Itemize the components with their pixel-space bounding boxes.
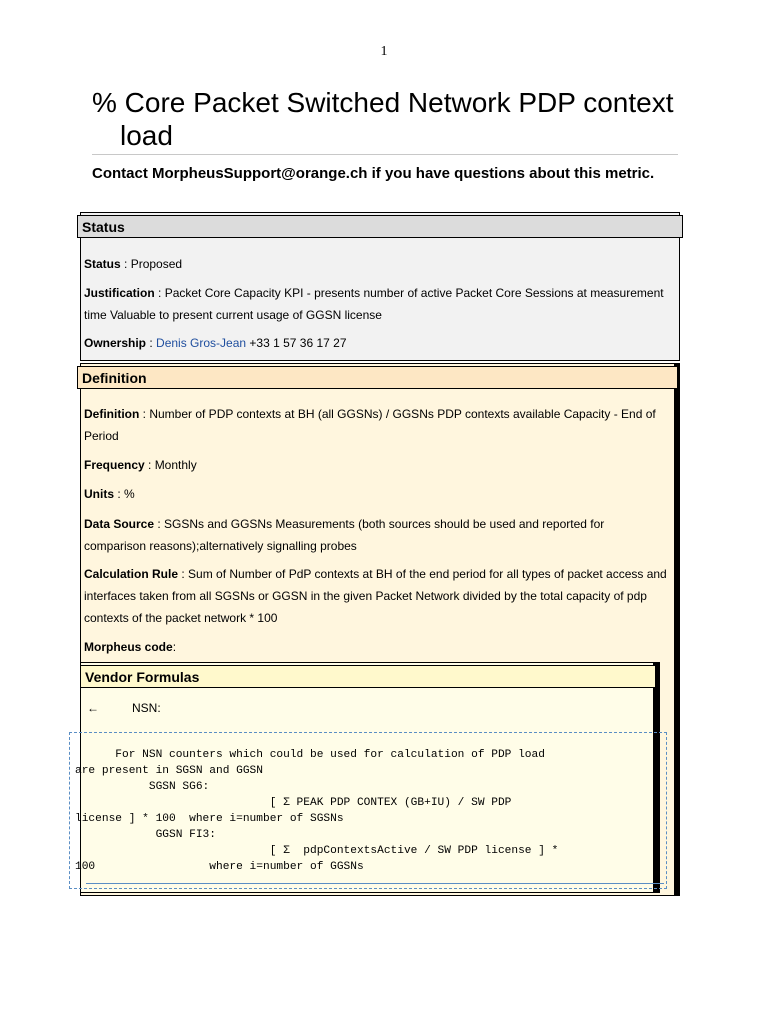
vendor-formulas-section [75,662,660,893]
units-value: : % [114,487,135,501]
frequency-label: Frequency [84,458,145,472]
page-title: % Core Packet Switched Network PDP context load [92,87,674,151]
owner-name-link[interactable]: Denis Gros-Jean [156,336,247,350]
units-label: Units [84,487,114,501]
data-source-field [84,513,669,557]
contact-note: Contact MorpheusSupport@orange.ch if you have questions about this metric. [92,165,655,182]
nsn-item [87,701,161,715]
left-arrow-icon: ← [87,701,99,715]
code-block-divider [86,883,664,884]
morpheus-code-field [84,636,669,658]
status-value: : Proposed [120,257,183,271]
status-section [80,212,680,361]
formula-code-block [69,732,667,889]
frequency-field [84,454,669,476]
calculation-rule-label: Calculation Rule [84,567,179,581]
ownership-label: Ownership [84,336,147,350]
status-label: Status [84,257,121,271]
vendor-formulas-heading: Vendor Formulas [80,665,656,688]
calculation-rule-value: : Sum of Number of PdP contexts at BH of the end period for all types of packet access and interfaces taken from all SGSNs or GGSN in the given Packet Network divided by the total capacity of pdp contexts of the packet network * 100 [84,567,667,625]
definition-value: : Number of PDP contexts at BH (all GGSNs) / GGSNs PDP contexts available Capacity - End of Period [84,407,656,443]
status-field [84,253,669,275]
calculation-rule-field [84,563,669,629]
justification-value: : Packet Core Capacity KPI - presents number of active Packet Core Sessions at measurement time Valuable to present current usage of GGSN license [84,286,664,322]
frequency-value: : Monthly [144,458,197,472]
formula-code-text: For NSN counters which could be used for calculation of PDP load are present in SGSN and GGSN SGSN SG6: [ Σ PEAK PDP CONTEX (GB+IU) / SW PDP license ] * 100 where i=number of SGSNs GGSN FI3: [ Σ pdpContextsActive / SW PDP license ] * 100 where i=number of GGSNs [75,749,559,873]
status-heading: Status [77,215,683,238]
definition-label: Definition [84,407,140,421]
page-number: 1 [380,44,388,59]
data-source-value: : SGSNs and GGSNs Measurements (both sources should be used and reported for comparison reasons);alternatively signalling probes [84,517,605,553]
justification-field [84,282,669,326]
units-field [84,483,669,505]
morpheus-code-value: : [172,640,177,654]
definition-heading: Definition [77,366,678,389]
ownership-separator: : [146,336,157,350]
title-divider [92,154,678,155]
data-source-label: Data Source [84,517,155,531]
ownership-field [84,332,669,354]
owner-phone: +33 1 57 36 17 27 [246,336,347,350]
nsn-label: NSN: [132,701,161,715]
definition-section [75,363,680,896]
justification-label: Justification [84,286,155,300]
definition-field [84,403,669,447]
morpheus-code-label: Morpheus code [84,640,173,654]
